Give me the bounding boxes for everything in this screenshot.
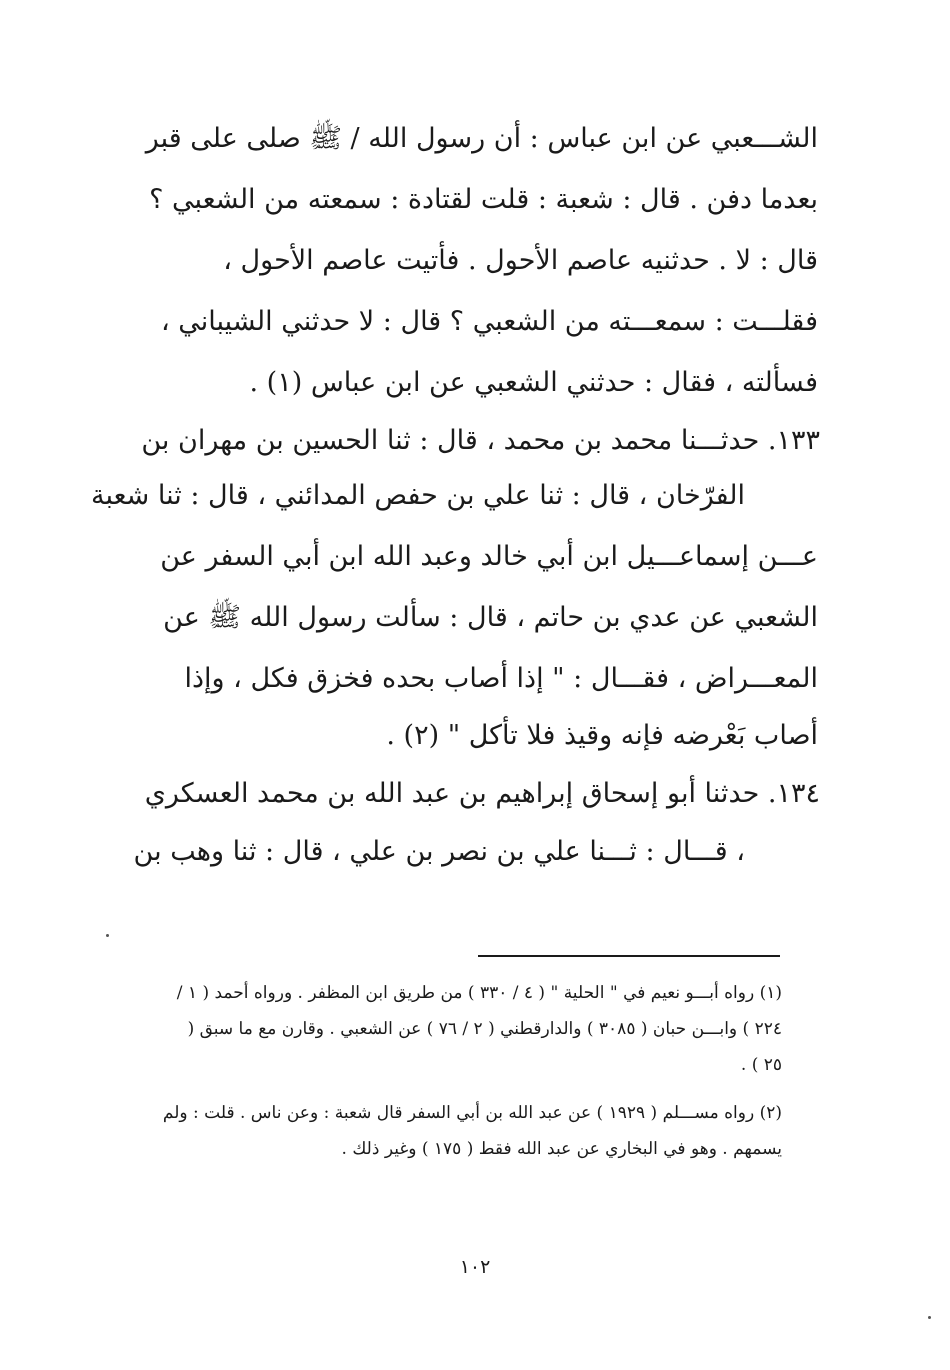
hadith-133-start: ١٣٣. حدثـــنا محمد بن محمد ، قال : ثنا الحسين بن مهران بن	[141, 425, 820, 456]
body-line: الشعبي عن عدي بن حاتم ، قال : سألت رسول الله ﷺ عن	[163, 602, 818, 633]
body-line: ، قـــال : ثـــنا علي بن نصر بن علي ، قال : ثنا وهب بن	[133, 836, 745, 867]
body-line: أصاب بَعْرضه فإنه وقيذ فلا تأكل " (٢) .	[386, 720, 818, 751]
page-number: ١٠٢	[459, 1256, 491, 1278]
body-line: بعدما دفن . قال : شعبة : قلت لقتادة : سمعته من الشعبي ؟	[149, 184, 818, 215]
footnote-line: (١) رواه أبـــو نعيم في " الحلية " ( ٤ / ٣٣٠ ) من طريق ابن المظفر . ورواه أحمد ( ١ /	[176, 983, 782, 1003]
footnote-line: ٢٢٤ ) وابـــن حبان ( ٣٠٨٥ ) والدارقطني ( ٢ / ٧٦ ) عن الشعبي . وقارن مع ما سبق (	[187, 1019, 782, 1039]
scan-speck	[106, 934, 109, 937]
body-line: قال : لا . حدثنيه عاصم الأحول . فأتيت عاصم الأحول ،	[223, 245, 818, 276]
hadith-134-start: ١٣٤. حدثنا أبو إسحاق إبراهيم بن عبد الله بن محمد العسكري	[144, 778, 820, 809]
body-line: المعـــراض ، فقـــال : " إذا أصاب بحده فخزق فكل ، وإذا	[184, 663, 818, 694]
footnote-line: يسمهم . وهو في البخاري عن عبد الله فقط ( ١٧٥ ) وغير ذلك .	[341, 1139, 782, 1159]
body-line: عـــن إسماعـــيل ابن أبي خالد وعبد الله ابن أبي السفر عن	[160, 541, 818, 572]
footnote-line: ٢٥ ) .	[740, 1055, 782, 1075]
body-line: فقلـــت : سمعـــته من الشعبي ؟ قال : لا حدثني الشيباني ،	[160, 306, 818, 337]
footnote-divider	[478, 955, 780, 957]
body-line: الفرّخان ، قال : ثنا علي بن حفص المدائني ، قال : ثنا شعبة	[91, 480, 745, 511]
body-line: فسألته ، فقال : حدثني الشعبي عن ابن عباس (١) .	[249, 367, 818, 398]
scan-speck	[928, 1316, 931, 1319]
body-line: الشـــعبي عن ابن عباس : أن رسول الله / ﷺ صلى على قبر	[145, 123, 818, 154]
footnote-line: (٢) رواه مســـلم ( ١٩٢٩ ) عن عبد الله بن أبي السفر قال شعبة : وعن ناس . قلت : ولم	[162, 1103, 782, 1123]
